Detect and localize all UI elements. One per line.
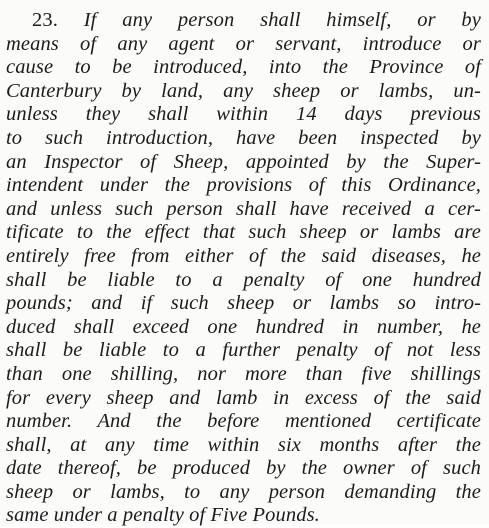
text-line: shall be liable to a penalty of one hundred xyxy=(6,268,481,291)
text-line: unless they shall within 14 days previous xyxy=(6,103,481,126)
text-line: for every sheep and lamb in excess of the said xyxy=(6,386,481,409)
text-line: shall, at any time within six months after the xyxy=(6,433,481,456)
section-number: 23. xyxy=(32,9,58,31)
text-line: date thereof, be produced by the owner of such xyxy=(6,457,481,480)
text-line: cause to be introduced, into the Province of xyxy=(6,56,481,79)
text-line-content: If any person shall himself, or by xyxy=(83,9,481,31)
text-line: than one shilling, nor more than five shillings xyxy=(6,362,481,385)
text-line: sheep or lambs, to any person demanding the xyxy=(6,480,481,503)
text-line: Canterbury by land, any sheep or lambs, un- xyxy=(6,79,481,102)
text-line: pounds; and if such sheep or lambs so intro- xyxy=(6,292,481,315)
text-line: shall be liable to a further penalty of not less xyxy=(6,339,481,362)
text-line: tificate to the effect that such sheep or lambs are xyxy=(6,221,481,244)
text-line: entirely free from either of the said diseases, he xyxy=(6,244,481,267)
text-line xyxy=(6,9,481,33)
text-line: an Inspector of Sheep, appointed by the Super- xyxy=(6,150,481,173)
text-line: duced shall exceed one hundred in number, he xyxy=(6,315,481,338)
text-line: means of any agent or servant, introduce or xyxy=(6,32,481,55)
text-line: to such introduction, have been inspected by xyxy=(6,126,481,149)
text-line: and unless such person shall have received a cer- xyxy=(6,197,481,220)
text-line: same under a penalty of Five Pounds. xyxy=(6,504,320,527)
text-line: number. And the before mentioned certificate xyxy=(6,410,481,433)
text-line: intendent under the provisions of this Ordinance, xyxy=(6,174,481,197)
ordinance-section-23 xyxy=(6,9,481,528)
